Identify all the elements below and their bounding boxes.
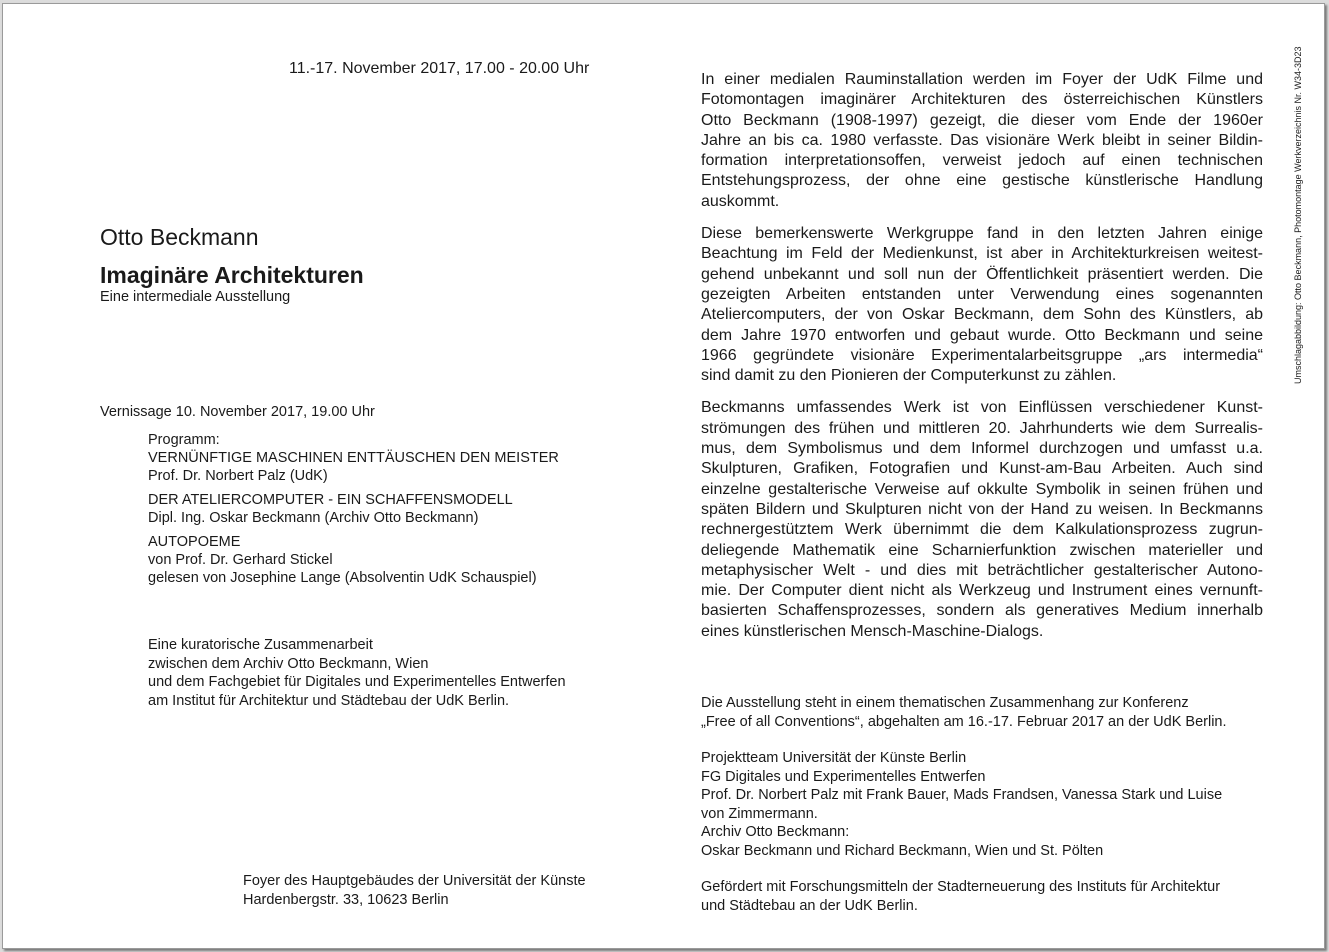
curatorial-line: und dem Fachgebiet für Digitales und Experimentelles Entwerfen xyxy=(148,674,566,690)
text-line: sind damit zu den Pionieren der Computerkunst zu zählen. xyxy=(701,367,1117,385)
text-line: Diese bemerkenswerte Werkgruppe fand in den letzten Jahren einige xyxy=(701,225,1263,243)
project-notes xyxy=(701,694,1271,915)
curatorial-line: zwischen dem Archiv Otto Beckmann, Wien xyxy=(148,655,429,672)
event-date: 11.-17. November 2017, 17.00 - 20.00 Uhr xyxy=(289,60,590,77)
conference-note: „Free of all Conventions“, abgehalten am 16.-17. Februar 2017 an der UdK Berlin. xyxy=(701,713,1227,730)
program-item xyxy=(148,533,618,587)
text-line: dem Jahre 1970 entworfen und gebaut wurde. Otto Beckmann und seine xyxy=(701,326,1263,344)
team-line: von Zimmermann. xyxy=(701,805,818,822)
team-line: FG Digitales und Experimentelles Entwerfen xyxy=(701,768,986,785)
text-line: auskommt. xyxy=(701,192,780,210)
text-line: Entstehungsprozess, der ohne eine gestische künstlerische Handlung xyxy=(701,172,1263,190)
text-line: einzelne gestalterische Verweise auf okkulte Symbolik in seinen frühen und xyxy=(701,480,1263,498)
text-line: späten Bildern und Skulpturen nicht von der Hand zu weisen. In Beckmanns xyxy=(701,500,1263,518)
description-paragraph xyxy=(701,398,1263,642)
text-line: gezeigten Arbeiten entstanden unter Verwendung eines sogenannten xyxy=(701,285,1263,303)
text-line: In einer medialen Rauminstallation werden im Foyer der UdK Filme und xyxy=(701,71,1263,88)
program-item-speaker: von Prof. Dr. Gerhard Stickel xyxy=(148,552,333,568)
team-line: Oskar Beckmann und Richard Beckmann, Wien und St. Pölten xyxy=(701,842,1104,859)
program-item-speaker: Dipl. Ing. Oskar Beckmann (Archiv Otto Beckmann) xyxy=(148,510,479,526)
text-line: Beachtung im Feld der Medienkunst, ist aber in Architekturkreisen weitest- xyxy=(701,245,1263,263)
text-line: Skulpturen, Grafiken, Fotografien und Kunst-am-Bau Arbeiten. Auch sind xyxy=(701,460,1263,478)
text-line: basierten Schaffensprozesses, sondern als generatives Medium innerhalb xyxy=(701,602,1263,620)
venue-address xyxy=(243,872,586,909)
conference-note: Die Ausstellung steht in einem thematischen Zusammenhang zur Konferenz xyxy=(701,695,1189,711)
text-line: Jahre an bis ca. 1980 verfasste. Das visionäre Werk bleibt in seiner Bildin- xyxy=(701,131,1263,149)
text-line: rechnergestütztem Werk übernimmt die dem Kalkulationsprozess zugrun- xyxy=(701,521,1263,539)
exhibition-title: Imaginäre Architekturen xyxy=(100,262,364,288)
curatorial-line: Eine kuratorische Zusammenarbeit xyxy=(148,637,373,653)
venue-line: Hardenbergstr. 33, 10623 Berlin xyxy=(243,891,449,908)
text-line: metaphysischer Welt - und dies mit beträchtlicher gestalterischer Autono- xyxy=(701,561,1263,579)
team-line: Prof. Dr. Norbert Palz mit Frank Bauer, Mads Frandsen, Vanessa Stark und Luise xyxy=(701,787,1223,803)
text-line: formation interpretationsoffen, verweist jedoch auf einen technischen xyxy=(701,152,1263,170)
text-line: deliegende Mathematik eine Scharnierfunktion zwischen materieller und xyxy=(701,541,1263,559)
curatorial-line: am Institut für Architektur und Städtebau der UdK Berlin. xyxy=(148,692,510,709)
description-paragraph xyxy=(701,70,1263,212)
program-item xyxy=(148,449,618,485)
image-credit: Umschlagabbildung: Otto Beckmann, Photomontage Werkverzeichnis Nr. W34-3D23 xyxy=(1293,46,1303,384)
document-page xyxy=(2,3,1325,949)
text-line: gehend unbekannt und soll nun der Öffentlichkeit präsentiert werden. Die xyxy=(701,265,1263,283)
funding-note: Gefördert mit Forschungsmitteln der Stadterneuerung des Instituts für Architektur xyxy=(701,879,1221,895)
text-line: mus, dem Symbolismus und dem Informel durchzogen und umfasst u.a. xyxy=(701,440,1263,458)
artist-name: Otto Beckmann xyxy=(100,224,259,250)
program-item-title: DER ATELIERCOMPUTER - EIN SCHAFFENSMODELL xyxy=(148,492,513,508)
curatorial-note xyxy=(148,636,566,710)
program-section xyxy=(148,431,618,587)
program-item-reader: gelesen von Josephine Lange (Absolventin UdK Schauspiel) xyxy=(148,570,537,586)
text-line: Fotomontagen imaginärer Architekturen des österreichischen Künstlers xyxy=(701,91,1263,109)
funding-note: und Städtebau an der UdK Berlin. xyxy=(701,897,918,914)
text-line: Beckmanns umfassendes Werk ist von Einflüssen verschiedener Kunst- xyxy=(701,399,1263,417)
description-text xyxy=(701,70,1263,654)
description-paragraph xyxy=(701,224,1263,386)
venue-line: Foyer des Hauptgebäudes der Universität der Künste xyxy=(243,873,586,889)
text-line: 1966 gegründete visionäre Experimentalarbeitsgruppe „ars intermedia“ xyxy=(701,346,1263,364)
program-item xyxy=(148,491,618,527)
text-line: strömungen des frühen und mittleren 20. Jahrhunderts wie dem Surrealis- xyxy=(701,419,1263,437)
program-item-speaker: Prof. Dr. Norbert Palz (UdK) xyxy=(148,468,328,484)
vernissage-info: Vernissage 10. November 2017, 19.00 Uhr xyxy=(100,404,375,420)
text-line: Otto Beckmann (1908-1997) gezeigt, die dieser vom Ende der 1960er xyxy=(701,111,1263,129)
team-line: Projektteam Universität der Künste Berlin xyxy=(701,750,967,766)
team-line: Archiv Otto Beckmann: xyxy=(701,824,850,840)
text-line: Ateliercomputers, der von Oskar Beckmann, dem Sohn des Künstlers, ab xyxy=(701,306,1263,324)
text-line: eines künstlerischen Mensch-Maschine-Dialogs. xyxy=(701,622,1044,640)
text-line: mie. Der Computer dient nicht als Werkzeug und Instrument eines vernunft- xyxy=(701,582,1263,600)
program-item-title: VERNÜNFTIGE MASCHINEN ENTTÄUSCHEN DEN MEISTER xyxy=(148,450,559,466)
program-item-title: AUTOPOEME xyxy=(148,534,241,550)
program-heading: Programm: xyxy=(148,432,220,448)
exhibition-subtitle: Eine intermediale Ausstellung xyxy=(100,289,291,305)
